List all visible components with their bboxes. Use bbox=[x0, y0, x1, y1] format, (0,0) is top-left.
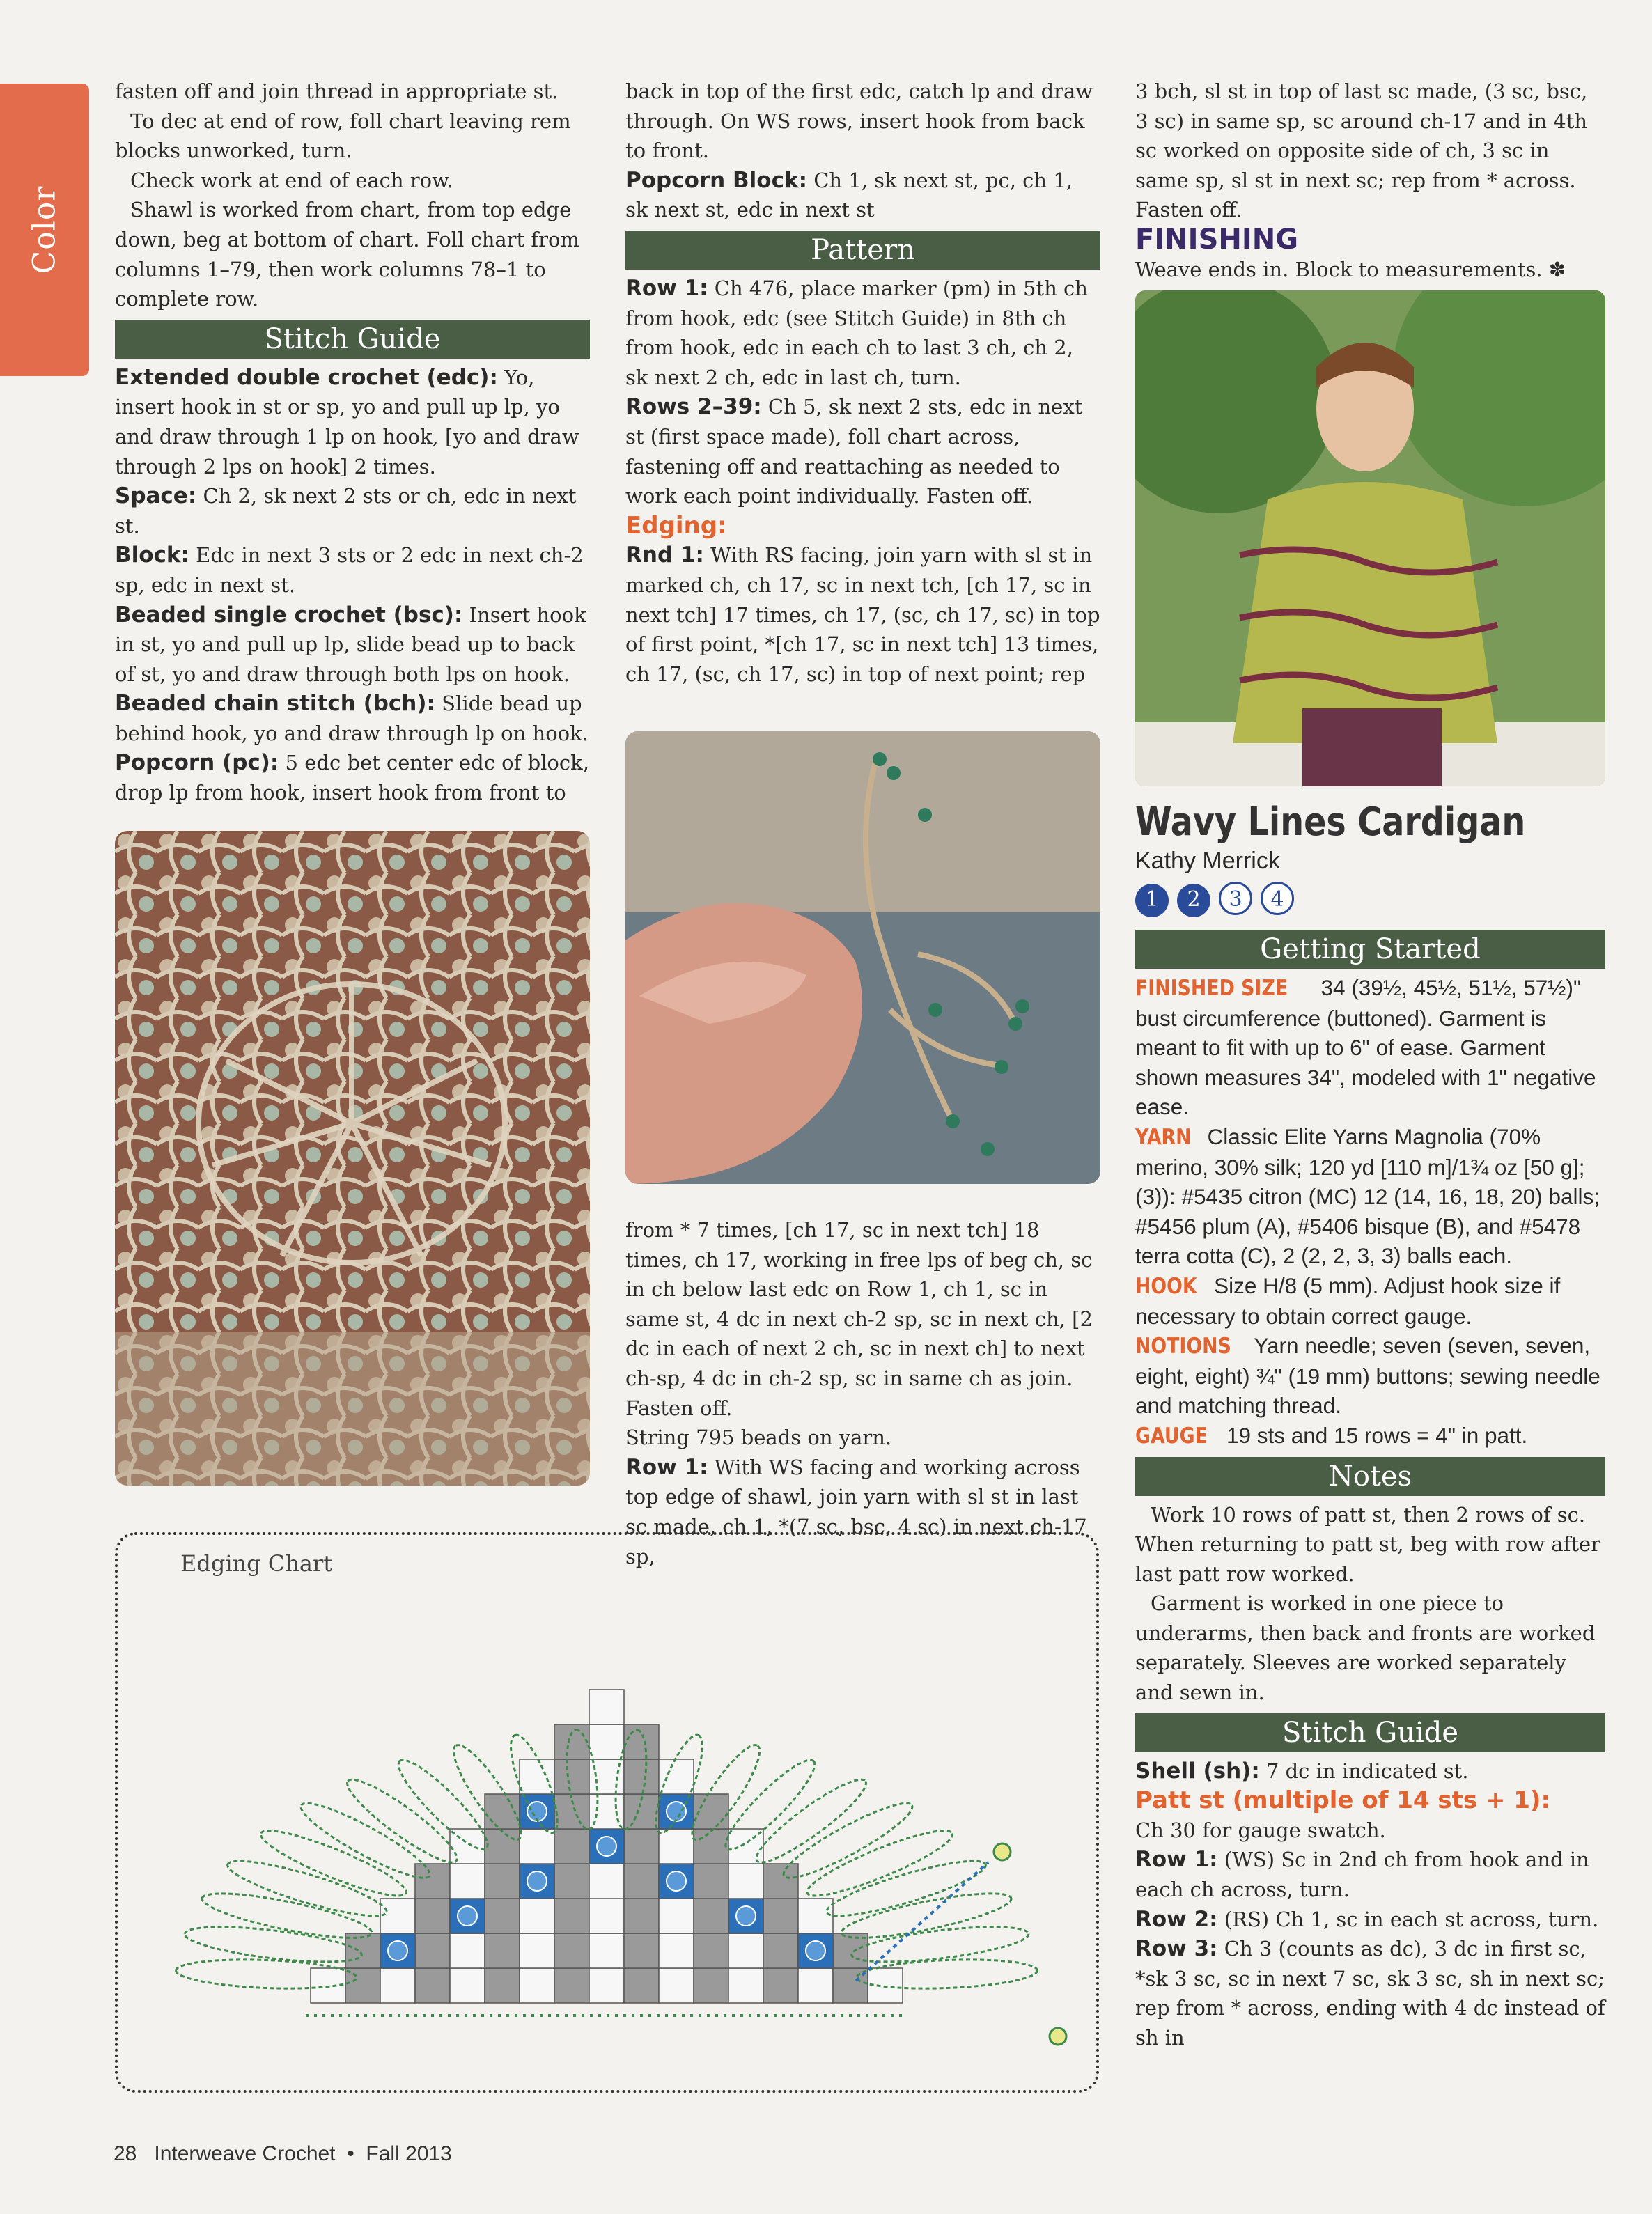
col1-para-1: fasten off and join thread in appropriate st. bbox=[115, 79, 559, 103]
chart-block bbox=[554, 1968, 589, 2003]
chart-block bbox=[485, 1933, 520, 1968]
chart-block bbox=[345, 1968, 380, 2003]
chart-block bbox=[520, 1829, 554, 1864]
pattern-rows-2-39: Rows 2–39: Ch 5, sk next 2 sts, edc in next st (first space made), foll chart across, fastening off and reattaching as needed to work each point individually. Fasten off. bbox=[625, 394, 1083, 508]
chart-block bbox=[380, 1968, 415, 2003]
pattern-heading: Pattern bbox=[625, 231, 1100, 270]
chart-block bbox=[624, 1933, 659, 1968]
column-3 bbox=[1135, 77, 1605, 284]
spec-hook: HOOK Size H/8 (5 mm). Adjust hook size if necessary to obtain correct gauge. bbox=[1135, 1272, 1561, 1329]
chart-block bbox=[450, 1933, 485, 1968]
popcorn-symbol bbox=[597, 1837, 616, 1856]
chart-block bbox=[485, 1968, 520, 2003]
chart-block bbox=[763, 1933, 798, 1968]
chart-block bbox=[520, 1899, 554, 1933]
edging-chart-box bbox=[115, 1532, 1099, 2093]
end-mark-icon: ✽ bbox=[1548, 257, 1566, 281]
chart-block bbox=[763, 1968, 798, 2003]
column-1 bbox=[115, 77, 590, 808]
chart-block bbox=[415, 1864, 450, 1899]
patt-row-2: Row 2: (RS) Ch 1, sc in each st across, turn. bbox=[1135, 1906, 1599, 1932]
finishing-heading: FINISHING bbox=[1135, 223, 1299, 256]
spec-notions: NOTIONS Yarn needle; seven (seven, seven, eight, eight) ¾" (19 mm) buttons; sewing needle and matching thread. bbox=[1135, 1333, 1600, 1419]
chart-block bbox=[763, 1864, 798, 1899]
spec-finished-size: FINISHED SIZE 34 (39½, 45½, 51½, 57½)" bust circumference (buttoned). Garment is meant to fit with up to 6" of ease. Garment shown measures 34", modeled with 1" negative ease. bbox=[1135, 975, 1596, 1120]
chart-block bbox=[415, 1968, 450, 2003]
edging-chart-label: Edging Chart bbox=[180, 1550, 333, 1577]
col1-para-4: Shawl is worked from chart, from top edge down, beg at bottom of chart. Foll chart from columns 1–79, then work columns 78–1 to complete row. bbox=[115, 198, 579, 311]
getting-started-heading: Getting Started bbox=[1135, 930, 1605, 969]
chart-block bbox=[624, 1724, 659, 1759]
note-1: Work 10 rows of patt st, then 2 rows of sc. When returning to patt st, beg with row after last patt row worked. bbox=[1135, 1502, 1601, 1586]
chain-loop bbox=[802, 1821, 958, 1906]
page-number: 28 bbox=[114, 2142, 137, 2165]
chart-block bbox=[589, 1724, 624, 1759]
chart-block bbox=[520, 1759, 554, 1794]
chart-block bbox=[694, 1968, 728, 2003]
popcorn-symbol bbox=[667, 1802, 686, 1821]
shell-stitch: Shell (sh): 7 dc in indicated st. bbox=[1135, 1758, 1469, 1784]
popcorn-symbol bbox=[806, 1941, 825, 1960]
col3-intro: 3 bch, sl st in top of last sc made, (3 sc, bsc, 3 sc) in same sp, sc around ch-17 and in 4th sc worked on opposite side of ch, 3 sc in same sp, sl st in next sc; rep from * across. Fasten off. bbox=[1135, 79, 1588, 222]
spec-yarn: YARN Classic Elite Yarns Magnolia (70% merino, 30% silk; 120 yd [110 m]/1¾ oz [50 g]; (3)): #5435 citron (MC) 12 (14, 16, 18, 20) balls; #5456 plum (A), #5406 bisque (B), and #5478 terra cotta (C), 2 (2, 2, 3, 3) balls each. bbox=[1135, 1123, 1600, 1269]
chart-block bbox=[624, 1759, 659, 1794]
chart-block bbox=[694, 1864, 728, 1899]
chart-block bbox=[589, 1968, 624, 2003]
chart-block bbox=[694, 1899, 728, 1933]
chart-block bbox=[624, 1899, 659, 1933]
chart-block bbox=[415, 1933, 450, 1968]
specs bbox=[1135, 973, 1605, 1451]
chart-block bbox=[554, 1724, 589, 1759]
chart-block bbox=[415, 1899, 450, 1933]
stitch-bsc: Beaded single crochet (bsc): Insert hook in st, yo and pull up lp, slide bead up to back of st, yo and draw through both lps on hook. bbox=[115, 602, 586, 686]
chart-block bbox=[554, 1794, 589, 1829]
chart-block bbox=[659, 1933, 694, 1968]
patt-row-1: Row 1: (WS) Sc in 2nd ch from hook and in each ch across, turn. bbox=[1135, 1847, 1589, 1902]
color-section-tab bbox=[0, 84, 89, 376]
chart-block bbox=[798, 1968, 833, 2003]
chart-block bbox=[659, 1899, 694, 1933]
popcorn-symbol bbox=[458, 1906, 477, 1926]
chart-block bbox=[554, 1899, 589, 1933]
chart-block bbox=[624, 1829, 659, 1864]
chart-block bbox=[728, 1933, 763, 1968]
chart-block bbox=[694, 1829, 728, 1864]
chain-loop bbox=[340, 1770, 465, 1872]
popcorn-symbol bbox=[667, 1871, 686, 1891]
chart-block bbox=[554, 1829, 589, 1864]
section-tab-label: Color bbox=[26, 185, 63, 274]
level-3-icon: 3 bbox=[1219, 882, 1252, 915]
gauge-swatch: Ch 30 for gauge swatch. bbox=[1135, 1818, 1386, 1842]
stitch-edc: Extended double crochet (edc): Yo, insert hook in st or sp, yo and pull up lp, yo and draw through 1 lp on hook, [yo and draw through 2 lps on hook] 2 times. bbox=[115, 364, 579, 478]
pattern-row-1: Row 1: Ch 476, place marker (pm) in 5th ch from hook, edc (see Stitch Guide) in 8th ch from hook, edc in each ch to last 3 ch, ch 2, sk next 2 ch, edc in last ch, turn. bbox=[625, 275, 1088, 389]
edging-heading: Edging: bbox=[625, 511, 727, 540]
popcorn-block: Popcorn Block: Ch 1, sk next st, pc, ch 1, sk next st, edc in next st bbox=[625, 167, 1073, 222]
chain-loop bbox=[839, 1885, 1014, 1947]
popcorn-symbol bbox=[388, 1941, 407, 1960]
designer-name: Kathy Merrick bbox=[1135, 848, 1280, 874]
beaded-row-1: Row 1: With WS facing and working across top edge of shawl, join yarn with sl st in last sc made, ch 1, *(7 sc, bsc, 4 sc) in next ch-17 sp, bbox=[625, 1454, 1087, 1568]
page-footer bbox=[114, 2142, 452, 2166]
skill-level-icons bbox=[1135, 882, 1605, 917]
chart-block bbox=[624, 1864, 659, 1899]
chart-block bbox=[589, 1899, 624, 1933]
edging-chart-diagram bbox=[118, 1535, 1096, 2090]
chart-block bbox=[450, 1829, 485, 1864]
level-4-icon: 4 bbox=[1261, 882, 1294, 915]
chart-block bbox=[485, 1864, 520, 1899]
bead-symbol bbox=[994, 1843, 1011, 1860]
col1-para-3: Check work at end of each row. bbox=[130, 168, 453, 192]
column-2 bbox=[625, 77, 1100, 689]
stitch-space: Space: Ch 2, sk next 2 sts or ch, edc in next st. bbox=[115, 483, 577, 538]
patt-row-3: Row 3: Ch 3 (counts as dc), 3 dc in first sc, *sk 3 sc, sc in next 7 sc, sk 3 sc, sh in next sc; rep from * across, ending with 4 dc instead of sh in bbox=[1135, 1936, 1605, 2050]
chart-block bbox=[589, 1933, 624, 1968]
spec-gauge: GAUGE 19 sts and 15 rows = 4" in patt. bbox=[1135, 1422, 1528, 1449]
chart-block bbox=[728, 1864, 763, 1899]
chart-block bbox=[345, 1933, 380, 1968]
chart-block bbox=[589, 1690, 624, 1724]
beaded-edging-photo bbox=[625, 731, 1100, 1184]
chart-block bbox=[380, 1899, 415, 1933]
issue-name: Fall 2013 bbox=[366, 2142, 452, 2165]
chart-block bbox=[728, 1968, 763, 2003]
bead-symbol bbox=[1050, 2028, 1066, 2045]
cardigan-model-photo bbox=[1135, 290, 1605, 786]
stitch-popcorn: Popcorn (pc): 5 edc bet center edc of block, drop lp from hook, insert hook from front to bbox=[115, 750, 589, 805]
level-1-icon: 1 bbox=[1135, 884, 1169, 917]
chart-block bbox=[659, 1829, 694, 1864]
edging-rnd-1: Rnd 1: With RS facing, join yarn with sl st in marked ch, ch 17, sc in next tch, [ch 17, sc in next tch] 17 times, ch 17, (sc, ch 17, sc) in top of first point, *[ch 17, sc in next tch] 13 times, ch 17, (sc, ch 17, sc) in top of next point; rep bbox=[625, 543, 1100, 686]
chart-block bbox=[554, 1933, 589, 1968]
popcorn-symbol bbox=[527, 1871, 547, 1891]
patt-st-heading: Patt st (multiple of 14 sts + 1): bbox=[1135, 1786, 1551, 1815]
edging-continued: from * 7 times, [ch 17, sc in next tch] 18 times, ch 17, working in free lps of beg ch, sc in ch below last edc on Row 1, ch 1, sc in same st, 4 dc in next ch-2 sp, sc in next ch, [2 dc in each of next 2 ch, sc in next ch] to next ch-sp, 4 dc in ch-2 sp, sc in same ch as join. Fasten off. bbox=[625, 1218, 1093, 1420]
chart-block bbox=[554, 1864, 589, 1899]
pattern-title: Wavy Lines Cardigan bbox=[1135, 800, 1526, 845]
stitch-guide-heading: Stitch Guide bbox=[115, 320, 590, 359]
chain-loop bbox=[256, 1821, 411, 1906]
chain-loop bbox=[199, 1885, 375, 1947]
pattern-info bbox=[1135, 800, 1605, 2053]
footer-bullet: • bbox=[347, 2142, 354, 2165]
popcorn-symbol bbox=[736, 1906, 756, 1926]
chart-block bbox=[659, 1759, 694, 1794]
chart-block bbox=[624, 1968, 659, 2003]
chart-block bbox=[694, 1933, 728, 1968]
stitch-guide-2-heading: Stitch Guide bbox=[1135, 1713, 1605, 1752]
magazine-name: Interweave Crochet bbox=[154, 2142, 336, 2165]
chart-block bbox=[763, 1899, 798, 1933]
chart-block bbox=[798, 1899, 833, 1933]
col2-intro: back in top of the first edc, catch lp and draw through. On WS rows, insert hook from back to front. bbox=[625, 79, 1093, 163]
column-2-continued bbox=[625, 1215, 1100, 1571]
chart-block bbox=[520, 1933, 554, 1968]
lace-swatch-photo bbox=[115, 831, 590, 1486]
chart-block bbox=[450, 1864, 485, 1899]
finishing-text: Weave ends in. Block to measurements. ✽ bbox=[1135, 257, 1566, 281]
notes-heading: Notes bbox=[1135, 1457, 1605, 1496]
chart-block bbox=[589, 1864, 624, 1899]
col1-para-2: To dec at end of row, foll chart leaving rem blocks unworked, turn. bbox=[115, 109, 571, 163]
note-2: Garment is worked in one piece to underarms, then back and fronts are worked separately. Sleeves are worked separately and sewn in. bbox=[1135, 1591, 1596, 1705]
stitch-block: Block: Edc in next 3 sts or 2 edc in next ch-2 sp, edc in next st. bbox=[115, 543, 584, 597]
chart-block bbox=[659, 1968, 694, 2003]
chart-block bbox=[554, 1759, 589, 1794]
stitch-bch: Beaded chain stitch (bch): Slide bead up behind hook, yo and draw through lp on hook. bbox=[115, 691, 589, 745]
string-beads: String 795 beads on yarn. bbox=[625, 1426, 892, 1450]
level-2-icon: 2 bbox=[1177, 884, 1210, 917]
chart-block bbox=[520, 1968, 554, 2003]
chart-block bbox=[485, 1899, 520, 1933]
chart-block bbox=[450, 1968, 485, 2003]
chart-block bbox=[485, 1829, 520, 1864]
